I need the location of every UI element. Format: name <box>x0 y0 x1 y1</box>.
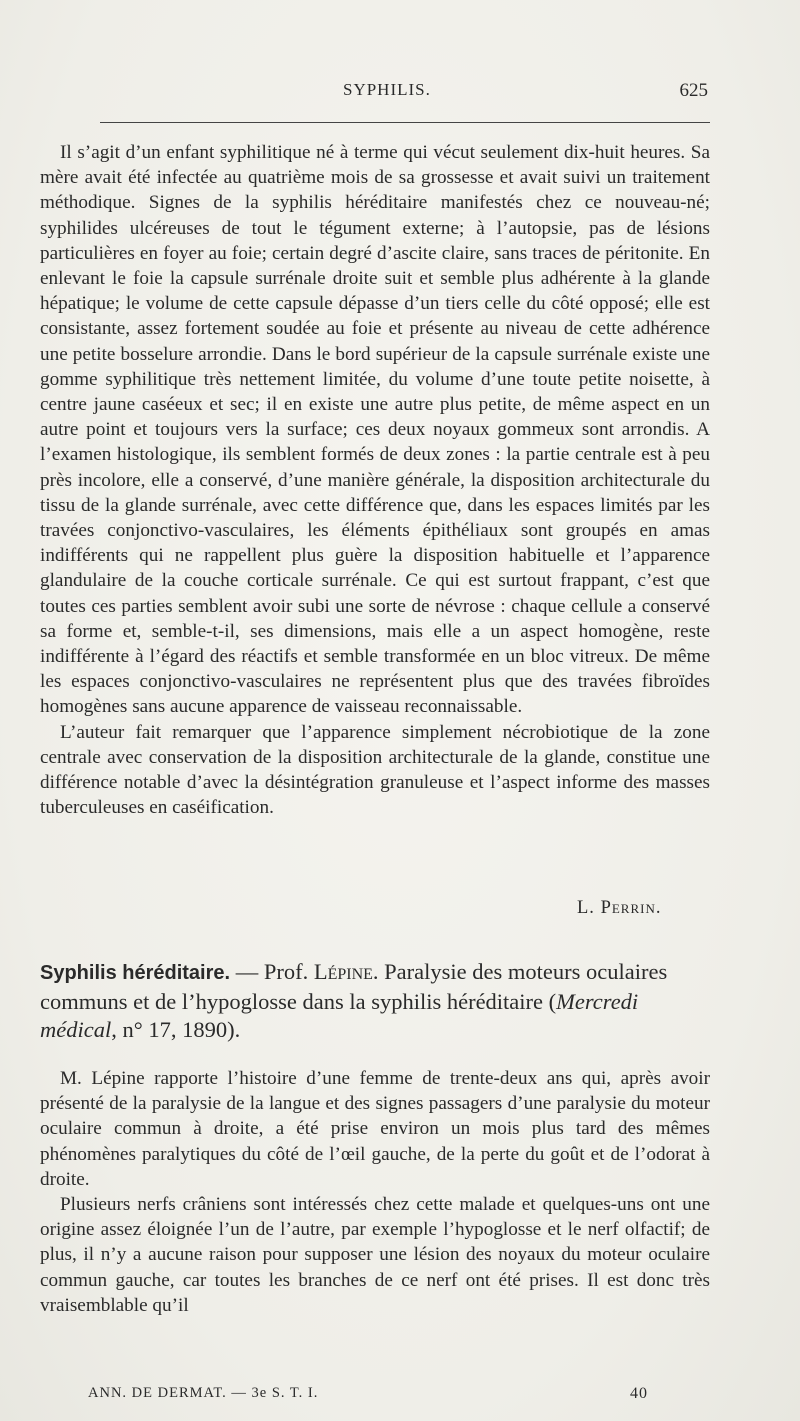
article1-paragraph-2: L’auteur fait remarquer que l’apparence simplement nécrobiotique de la zone centrale avec conservation de la disposition architecturale de la glande, constitue une différence notable d’avec la désintégration granuleuse et l’aspect informe des masses tuberculeuses en caséification. <box>40 721 710 819</box>
page-number: 625 <box>679 80 708 101</box>
heading-title: Syphilis héréditaire. <box>40 962 231 984</box>
article1-paragraph-1: Il s’agit d’un enfant syphilitique né à terme qui vécut seulement dix-huit heures. Sa mère avait été infectée au quatrième mois de sa grossesse et avait suivi un traitement méthodique. Signes de la syphilis héréditaire manifestés chez ce nouveau-né; syphilides ulcéreuses de tout le tégument externe; à l’autopsie, pas de lésions particulières en foyer au foie; certain degré d’ascite claire, sans traces de péritonite. En enlevant le foie la capsule surrénale droite suit et semble plus adhérente à la glande hépatique; le volume de cette capsule dépasse d’un tiers celle du côté opposé; elle est consistante, assez fortement soudée au foie et présente au niveau de cette adhérence une petite bosselure arrondie. Dans le bord supérieur de la capsule surrénale existe une gomme syphilitique très nettement limitée, du volume d’une toute petite noisette, à centre jaune caséeux et sec; il en existe une autre plus petite, de même aspect en un autre point et toujours vers la surface; ces deux noyaux gommeux sont arrondis. A l’examen histologique, ils semblent formés de deux zones : la partie centrale est à peu près incolore, elle a conservé, d’une manière générale, la disposition architecturale du tissu de la glande surrénale, avec cette différence que, dans les espaces limités par les travées conjonctivo-vasculaires, les éléments épithéliaux sont groupés en amas indifférents qui ne rappellent plus guère la disposition habituelle et l’apparence glandulaire de la couche corticale surrénale. Ce qui est surtout frappant, c’est que toutes ces parties semblent avoir subi une sorte de névrose : chaque cellule a conservé sa forme et, semble-t-il, ses dimensions, mais elle a un aspect homogène, reste indifférente à l’égard des réactifs et semble transformée en un bloc vitreux. De même les espaces conjonctivo-vasculaires ne représentent plus que des travées fibroïdes homogènes sans aucune apparence de vaisseau reconnaissable. <box>40 142 710 718</box>
signature-initial: L. <box>577 898 595 918</box>
footer-signature-number: 40 <box>630 1385 648 1402</box>
article1-body <box>40 140 710 820</box>
article2-paragraph-1: M. Lépine rapporte l’histoire d’une femme de trente-deux ans qui, après avoir présenté de la paralysie de la langue et des signes passagers d’une paralysie du moteur oculaire commun à droite, a été prise environ un mois plus tard des mêmes phénomènes paralytiques du côté de l’œil gauche, de la perte du goût et de l’odorat à droite. <box>40 1068 710 1190</box>
heading-dash: — Prof. <box>230 959 314 984</box>
running-head <box>43 80 708 106</box>
heading-text: . Paralysie des moteurs oculaires communs et de l’hypoglosse dans la syphilis héréditaire ( <box>40 959 668 1014</box>
header-rule <box>100 122 710 123</box>
signature-name: Perrin. <box>600 898 662 918</box>
article2-heading <box>40 958 710 1045</box>
article2-body <box>40 1066 710 1318</box>
footer-journal-ref: ANN. DE DERMAT. — 3e S. T. I. <box>88 1385 319 1401</box>
heading-author: Lépine <box>313 959 373 984</box>
running-head-title: SYPHILIS. <box>343 80 431 99</box>
heading-ref: , n° 17, 1890). <box>111 1017 241 1042</box>
heading-journal: Mercredi médical <box>40 988 639 1042</box>
article2-paragraph-2: Plusieurs nerfs crâniens sont intéressés chez cette malade et quelques-uns ont une origine assez éloignée l’un de l’autre, par exemple l’hypoglosse et le nerf olfactif; de plus, il n’y a aucune raison pour supposer une lésion des noyaux du moteur oculaire commun gauche, car toutes les branches de ce nerf ont été prises. Il est donc très vraisemblable qu’il <box>40 1194 710 1316</box>
article1-signature <box>577 898 661 919</box>
